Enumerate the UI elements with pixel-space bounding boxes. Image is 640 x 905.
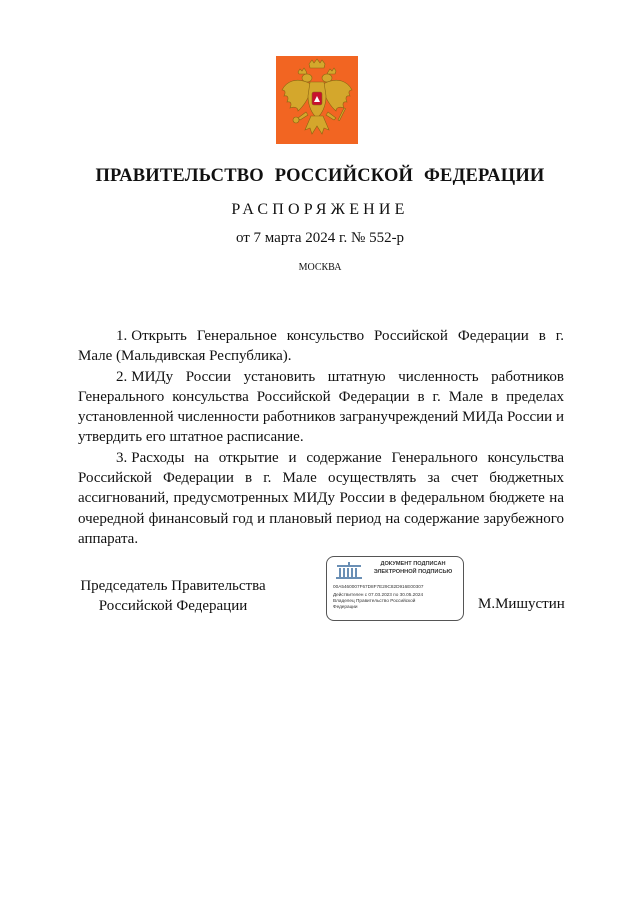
paragraph-number: 2. xyxy=(116,368,128,385)
stamp-title-line1: ДОКУМЕНТ ПОДПИСАН xyxy=(380,561,446,567)
coat-of-arms xyxy=(276,56,358,144)
paragraph-2 xyxy=(78,367,564,448)
paragraph-number: 1. xyxy=(116,328,128,344)
paragraph-number: 3. xyxy=(116,449,128,466)
document-city: МОСКВА xyxy=(298,262,342,273)
stamp-owner-line2: Федерации xyxy=(333,604,358,609)
signer-position-line1: Председатель Правительства xyxy=(80,578,266,594)
paragraph-text: Расходы на открытие и содержание Генерального консульства Российской Федерации в г. Мале осуществлять за счет бюджетных ассигнований, предусмотренных МИДу России в федеральном бюджете на очередной финансовый год и плановый период на содержание зарубежного аппарата. xyxy=(78,449,564,547)
stamp-owner-line1: Владелец Правительство Российской xyxy=(333,598,416,603)
paragraph-text: Открыть Генеральное консульство Российской Федерации в г. Мале (Мальдивская Республика). xyxy=(78,328,564,365)
government-building-icon xyxy=(335,562,363,580)
signer-position-line2: Российской Федерации xyxy=(98,598,248,614)
stamp-title-line2: ЭЛЕКТРОННОЙ ПОДПИСЬЮ xyxy=(373,568,453,575)
signer-name: М.Мишустин xyxy=(478,596,565,612)
paragraph-1 xyxy=(78,326,564,367)
document-date-number: от 7 марта 2024 г. № 552-р xyxy=(235,230,405,246)
coat-of-arms-icon xyxy=(276,56,358,144)
paragraph-3 xyxy=(78,448,564,549)
stamp-title xyxy=(365,561,461,576)
document-type: РАСПОРЯЖЕНИЕ xyxy=(231,201,409,218)
signer-position xyxy=(78,576,268,616)
stamp-validity: Действителен с 07.03.2023 по 30.05.2024 xyxy=(333,592,424,597)
paragraph-text: МИДу России установить штатную численность работников Генерального консульства Российской Федерации в г. Мале в пределах установленной численности работников загранучреждений МИДа России и утвердить его штатное расписание. xyxy=(78,368,564,446)
government-title: ПРАВИТЕЛЬСТВО РОССИЙСКОЙ ФЕДЕРАЦИИ xyxy=(95,166,545,186)
stamp-certificate: 00A5460007F67D8F7E29C82D916E00307 xyxy=(333,584,424,589)
electronic-signature-stamp xyxy=(326,556,464,621)
document-body xyxy=(78,326,564,549)
